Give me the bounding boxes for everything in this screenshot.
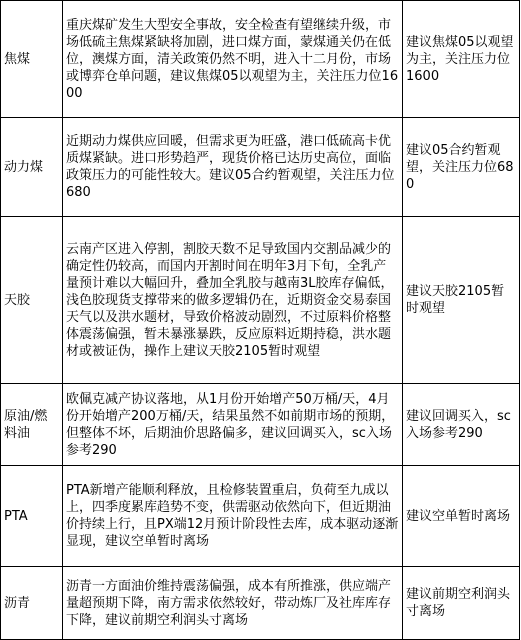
commodity-name: 焦煤	[1, 1, 63, 118]
commodity-name: PTA	[1, 466, 63, 567]
table-row-rubber	[1, 217, 520, 384]
commodity-name: 动力煤	[1, 118, 63, 217]
table-row-thermal-coal	[1, 118, 520, 217]
analysis-text: 重庆煤矿发生大型安全事故，安全检查有望继续升级，市场低硫主焦煤紧缺将加剧，进口煤方面，蒙煤通关仍在低位，澳煤方面，清关政策仍然不明，进入十二月份，市场或博弈仓单问题，建议焦煤05以观望为主，关注压力位1600	[63, 1, 403, 118]
table-row-crude-fuel-oil	[1, 384, 520, 466]
advice-text: 建议空单暂时离场	[403, 466, 520, 567]
advice-text: 建议前期空利润头寸离场	[403, 567, 520, 640]
commodity-name: 天胶	[1, 217, 63, 384]
analysis-text: 云南产区进入停割，割胶天数不足导致国内交割品减少的确定性仍较高，而国内开割时间在明年3月下旬，全乳产量预计难以大幅回升，叠加全乳胶与越南3L胶库存偏低，浅色胶现货支撑带来的做多逻辑仍在，近期资金交易泰国天气以及洪水题材，导致价格波动剧烈，不过原料价格整体震荡偏强，暂未暴涨暴跌，反应原料近期持稳，洪水题材或被证伪，操作上建议天胶2105暂时观望	[63, 217, 403, 384]
analysis-text: 沥青一方面油价维持震荡偏强，成本有所推涨，供应端产量超预期下降，南方需求依然较好，带动炼厂及社库库存下降，建议前期空利润头寸离场	[63, 567, 403, 640]
table-row-coking-coal	[1, 1, 520, 118]
advice-text: 建议回调买入，sc入场参考290	[403, 384, 520, 466]
advice-text: 建议05合约暂观望，关注压力位680	[403, 118, 520, 217]
advice-text: 建议焦煤05以观望为主，关注压力位1600	[403, 1, 520, 118]
table-row-bitumen	[1, 567, 520, 640]
commodity-name: 原油/燃料油	[1, 384, 63, 466]
table-row-pta	[1, 466, 520, 567]
analysis-text: PTA新增产能顺利释放，且检修装置重启，负荷至九成以上，四季度累库趋势不变，供需驱动依然向下，但近期油价持续上行，且PX端12月预计阶段性去库，成本驱动逐渐显现，建议空单暂时离场	[63, 466, 403, 567]
analysis-text: 欧佩克减产协议落地，从1月份开始增产50万桶/天，4月份开始增产200万桶/天，结果虽然不如前期市场的预期，但整体不坏，后期油价思路偏多，建议回调买入，sc入场参考290	[63, 384, 403, 466]
commodity-name: 沥青	[1, 567, 63, 640]
advice-text: 建议天胶2105暂时观望	[403, 217, 520, 384]
analysis-text: 近期动力煤供应回暖，但需求更为旺盛，港口低硫高卡优质煤紧缺。进口形势趋严，现货价格已达历史高位，面临政策压力的可能性较大。建议05合约暂观望，关注压力位680	[63, 118, 403, 217]
